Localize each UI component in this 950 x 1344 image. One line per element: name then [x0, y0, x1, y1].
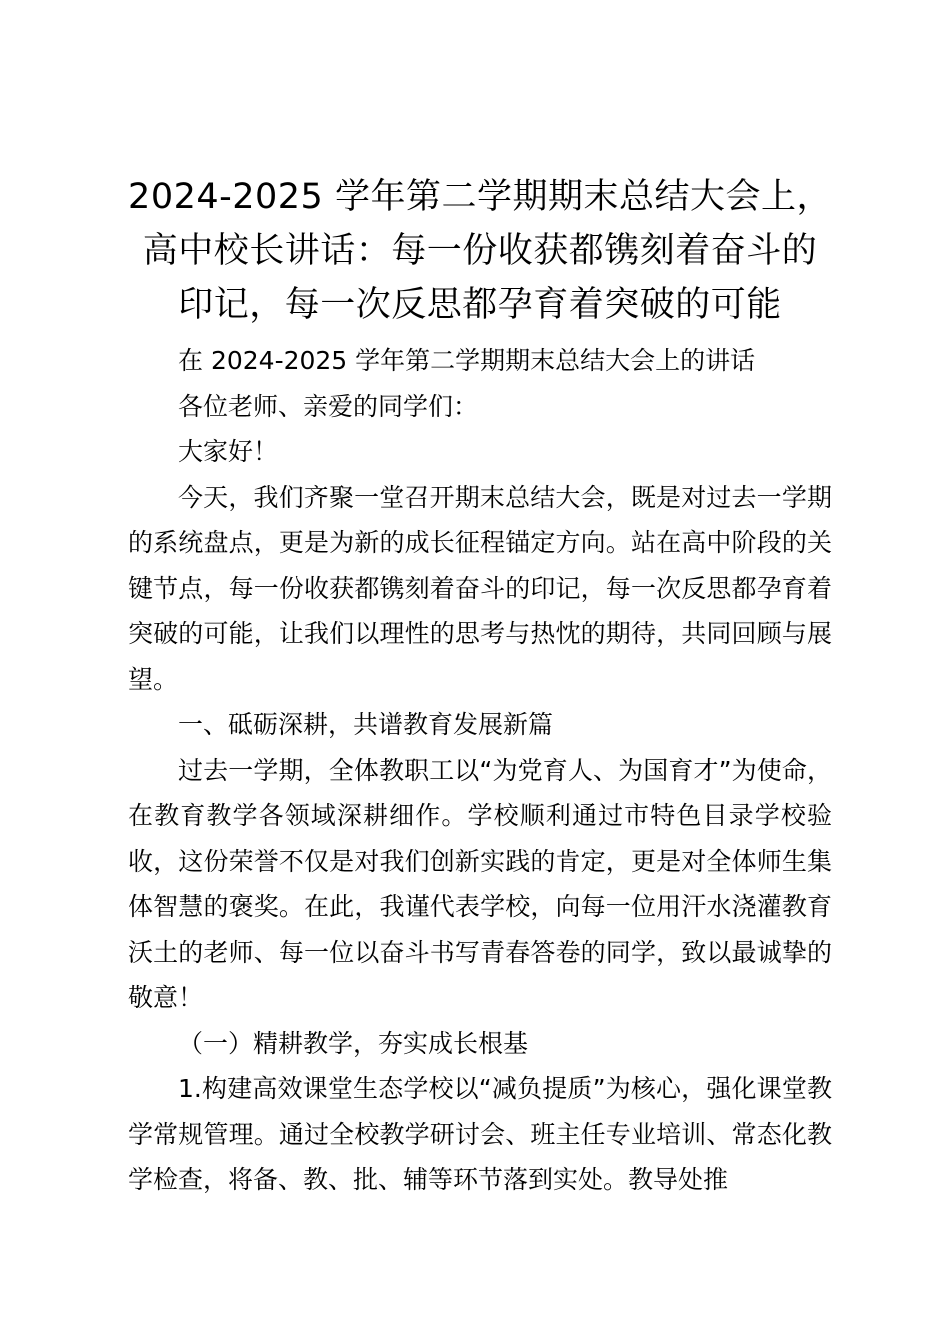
salutation: 各位老师、亲爱的同学们：	[178, 391, 479, 421]
speech-subtitle: 在 2024-2025 学年第二学期期末总结大会上的讲话	[178, 346, 756, 375]
paragraph-classroom: 1.构建高效课堂生态学校以“减负提质”为核心，强化课堂教学常规管理。通过全校教学研讨会、班主任专业培训、常态化教学检查，将备、教、批、辅等环节落到实处。教导处推	[128, 1074, 832, 1194]
document-body	[128, 170, 832, 1203]
greeting: 大家好！	[178, 437, 279, 466]
paragraph-intro: 今天，我们齐聚一堂召开期末总结大会，既是对过去一学期的系统盘点，更是为新的成长征程锚定方向。站在高中阶段的关键节点，每一份收获都镌刻着奋斗的印记，每一次反思都孕育着突破的可能，让我们以理性的思考与热忱的期待，共同回顾与展望。	[128, 482, 832, 694]
subsection-heading-1: （一）精耕教学，夯实成长根基	[178, 1028, 529, 1058]
paragraph-review: 过去一学期，全体教职工以“为党育人、为国育才”为使命，在教育教学各领域深耕细作。学校顺利通过市特色目录学校验收，这份荣誉不仅是对我们创新实践的肯定，更是对全体师生集体智慧的褒奖。在此，我谨代表学校，向每一位用汗水浇灌教育沃土的老师、每一位以奋斗书写青春答卷的同学，致以最诚挚的敬意！	[128, 755, 832, 1012]
section-heading-1: 一、砥砺深耕，共谱教育发展新篇	[178, 710, 554, 739]
document-title: 2024-2025 学年第二学期期末总结大会上，高中校长讲话：每一份收获都镌刻着奋斗的印记，每一次反思都孕育着突破的可能	[128, 177, 832, 325]
